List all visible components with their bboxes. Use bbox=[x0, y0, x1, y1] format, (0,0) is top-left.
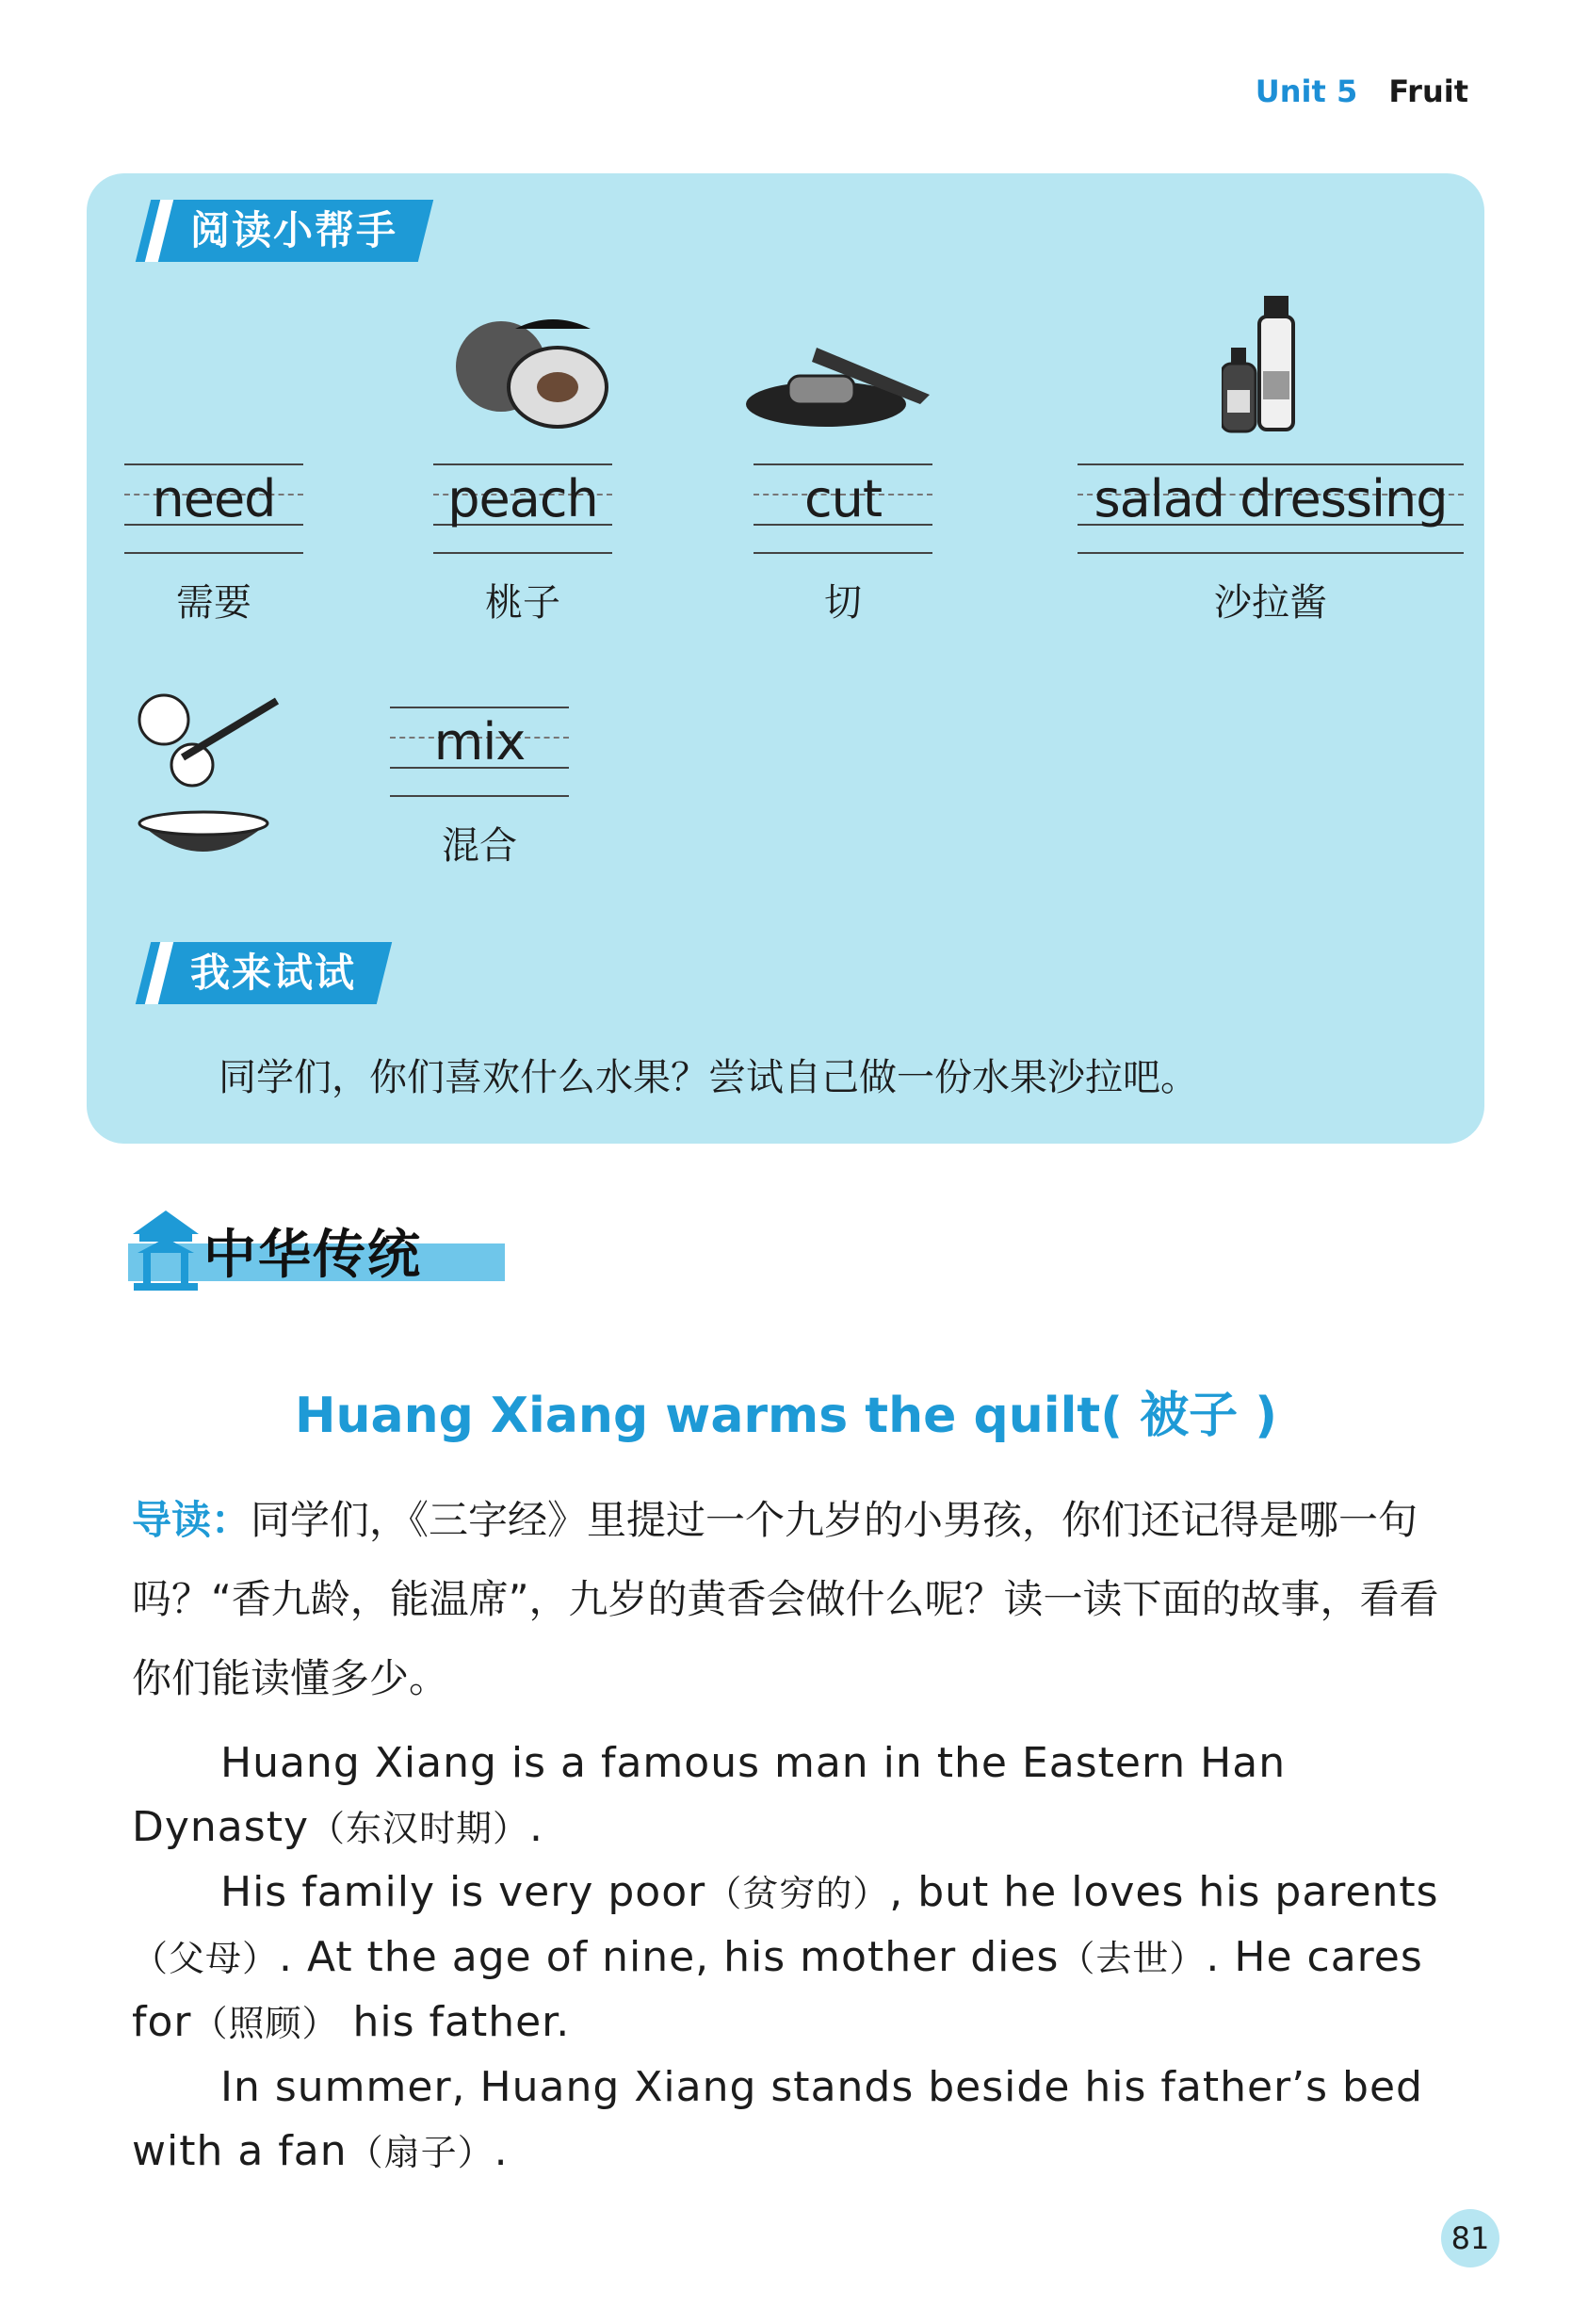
story-paragraph: Huang Xiang is a famous man in the Eastern Han Dynasty（东汉时期）. bbox=[132, 1739, 1287, 1851]
intro-text: 同学们，《三字经》里提过一个九岁的小男孩，你们还记得是哪一句吗？“香九龄，能温席”，九岁的黄香会做什么呢？读一读下面的故事，看看你们能读懂多少。 bbox=[132, 1497, 1439, 1701]
reading-helper-tag: 阅读小帮手 bbox=[136, 200, 433, 262]
story-paragraph: His family is very poor（贫穷的）, but he loves his parents（父母）. At the age of nine, his mother dies（去世）. He cares for（照顾） his father. bbox=[132, 1868, 1439, 2046]
salad-dressing-icon bbox=[1222, 296, 1316, 437]
vocab-word: peach bbox=[447, 469, 598, 528]
try-it-text: 同学们，你们喜欢什么水果？尝试自己做一份水果沙拉吧。 bbox=[219, 1056, 1198, 1099]
vocab-meaning: 桃子 bbox=[485, 581, 560, 625]
vocab-word: mix bbox=[433, 712, 526, 772]
try-it-tag: 我来试试 bbox=[136, 942, 392, 1004]
page-number: 81 bbox=[1441, 2209, 1499, 2267]
intro-paragraph bbox=[132, 1481, 1450, 1718]
tradition-title: 中华传统 bbox=[203, 1225, 422, 1286]
vocab-item bbox=[754, 463, 932, 626]
vocab-item bbox=[390, 707, 569, 869]
vocab-item bbox=[124, 463, 303, 626]
unit-title: Fruit bbox=[1388, 73, 1468, 109]
cutting-board-icon bbox=[741, 338, 939, 432]
page-header bbox=[1256, 73, 1468, 109]
story-paragraph: In summer, Huang Xiang stands beside his father’s bed with a fan（扇子）. bbox=[132, 2063, 1423, 2175]
pavilion-icon bbox=[128, 1206, 203, 1291]
story-title: Huang Xiang warms the quilt( 被子 ) bbox=[294, 1388, 1278, 1444]
story-body bbox=[132, 1731, 1450, 2185]
intro-lead: 导读： bbox=[132, 1497, 251, 1543]
reading-panel bbox=[87, 173, 1484, 1144]
vocab-word: salad dressing bbox=[1094, 469, 1448, 528]
vocab-meaning: 切 bbox=[824, 581, 862, 625]
mixing-bowl-icon bbox=[126, 682, 296, 870]
vocab-meaning: 需要 bbox=[176, 581, 251, 625]
peach-icon bbox=[449, 310, 619, 432]
vocab-item bbox=[433, 463, 612, 626]
vocab-word: cut bbox=[803, 469, 883, 528]
vocab-item bbox=[1078, 463, 1464, 626]
vocab-meaning: 沙拉酱 bbox=[1214, 581, 1327, 625]
vocab-meaning: 混合 bbox=[442, 824, 517, 868]
tradition-banner bbox=[128, 1206, 458, 1292]
vocab-word: need bbox=[152, 469, 276, 528]
unit-label: Unit 5 bbox=[1255, 73, 1358, 109]
